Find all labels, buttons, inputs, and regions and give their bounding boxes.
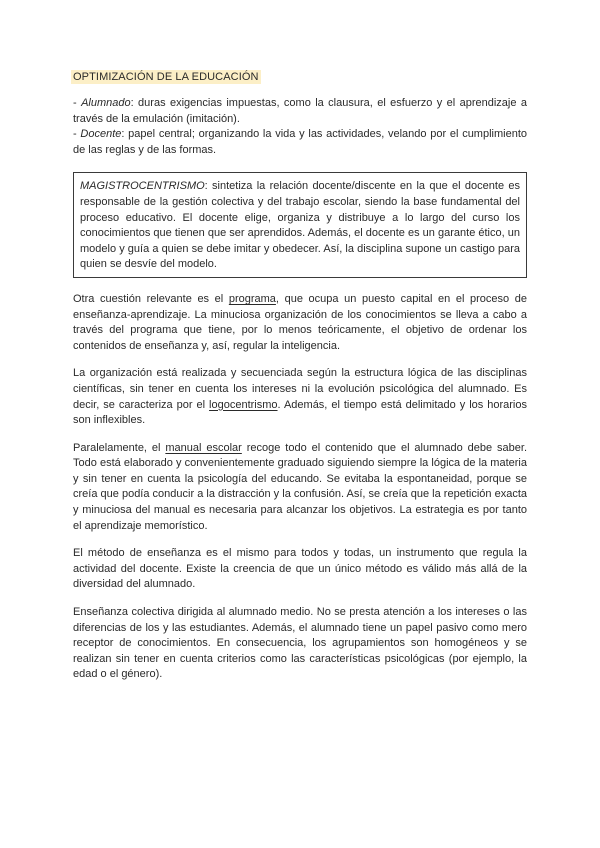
paragraph-programa [73,292,527,354]
paragraph-text: recoge todo el contenido que el alumnado debe saber. Todo está elaborado y convenientemente graduado siguiendo siempre la lógica de la materia y sin tener en cuenta la psicología del educando. Se evitaba la espontaneidad, porque se creía que podía conducir a la distracción y la confusión. Así, se creía que la repetición exacta y minuciosa del manual es necesaria para alcanzar los objetivos. La estrategia es por tanto el aprendizaje memorístico. [73,441,527,532]
bullet-alumnado [73,96,527,127]
paragraph-text: . Además, el tiempo está delimitado y los horarios son inflexibles. [73,398,527,427]
definition-box [73,172,527,278]
bullet-text: : duras exigencias impuestas, como la clausura, el esfuerzo y el aprendizaje a través de la emulación (imitación). [73,97,527,125]
paragraph-text: Paralelamente, el [73,441,166,454]
paragraph-text: Otra cuestión relevante es el [73,292,229,305]
definition-term: MAGISTROCENTRISMO [80,180,205,193]
bullet-term: Docente [80,128,122,141]
bullet-term: Alumnado [81,97,131,109]
paragraph-metodo: El método de enseñanza es el mismo para todos y todas, un instrumento que regula la actividad del docente. Existe la creencia de que un único método es válido más allá de la diversidad del alumnado. [73,547,527,591]
bullet-dash: - [73,128,81,141]
bullet-text: : papel central; organizando la vida y las actividades, velando por el cumplimiento de las reglas y de las formas. [73,128,527,156]
bullet-dash: - [73,97,82,109]
section-title: OPTIMIZACIÓN DE LA EDUCACIÓN [73,71,259,83]
paragraph-ensenanza-colectiva: Enseñanza colectiva dirigida al alumnado medio. No se presta atención a los intereses o las diferencias de los y las estudiantes. Además, el alumnado tiene un papel pasivo como mero receptor de conocimientos. En consecuencia, los agrupamientos son homogéneos y se realizan sin tener en cuenta criterios como las características psicológicas (por ejemplo, la edad o el género). [73,606,527,681]
bullet-docente [73,127,527,158]
paragraph-manual [73,441,527,535]
paragraph-text: La organización está realizada y secuenciada según la estructura lógica de las disciplinas científicas, sin tener en cuenta los intereses ni la evolución psicológica del alumnado. Es decir, se caracteriza por el [73,367,527,411]
term-logocentrismo: logocentrismo [209,398,278,411]
bullet-list [73,96,527,158]
term-programa: programa [228,292,276,305]
definition-text [80,179,520,273]
definition-body: : sintetiza la relación docente/discente en la que el docente es responsable de la gestión colectiva y del trabajo escolar, siendo la base fundamental del proceso educativo. El docente elige, organiza y distribuye a lo largo del curso los conocimientos que tienen que ser aprendidos. Además, el docente es un garante ético, un modelo y guía a quien se debe imitar y obedecer. Así, la disciplina supone un castigo para quien se desvíe del modelo. [80,180,520,271]
term-manual-escolar: manual escolar [165,441,242,454]
paragraph-text: , que ocupa un puesto capital en el proceso de enseñanza-aprendizaje. La minuciosa organización de los conocimientos se lleva a cabo a través del programa que tiene, por lo menos teóricamente, el objetivo de ordenar los contenidos de enseñanza y, así, regular la inteligencia. [73,292,527,352]
paragraph-logocentrismo [73,366,527,428]
